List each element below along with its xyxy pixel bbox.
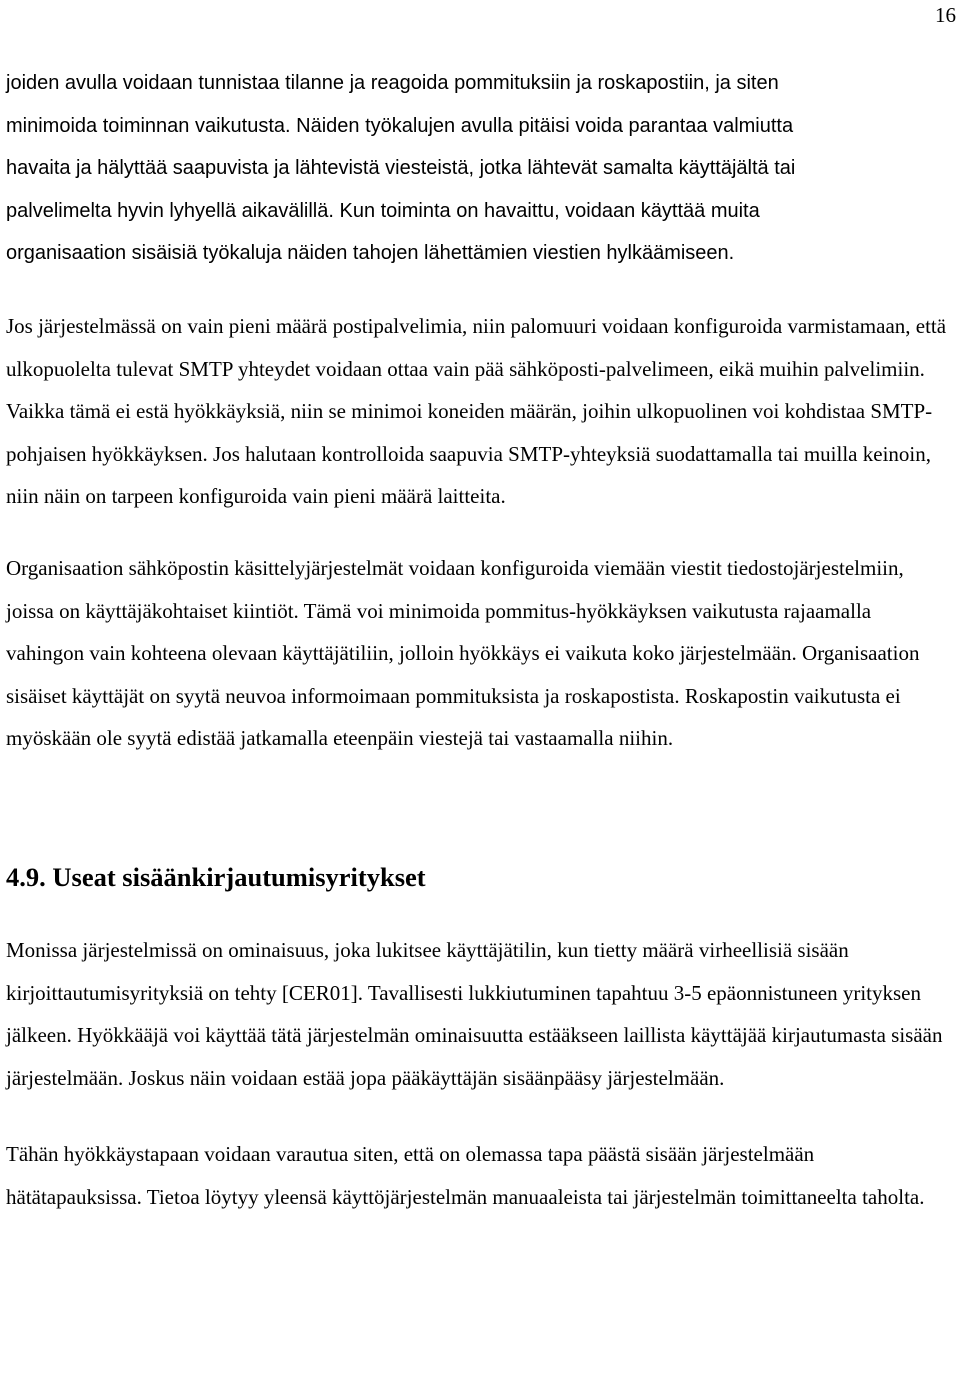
paragraph-emergency-access: Tähän hyökkäystapaan voidaan varautua siten, että on olemassa tapa päästä sisään järjestelmään hätätapauksissa. Tietoa löytyy yleensä käyttöjärjestelmän manuaaleista tai järjestelmän toimittaneelta taholta. bbox=[6, 1142, 925, 1209]
paragraph-1-line-5: organisaation sisäisiä työkaluja näiden tahojen lähettämien viestien hylkäämiseen. bbox=[6, 242, 735, 265]
paragraph-account-lockout: Monissa järjestelmissä on ominaisuus, joka lukitsee käyttäjätilin, kun tietty määrä virheellisiä sisään kirjoittautumisyrityksiä on tehty [CER01]. Tavallisesti lukkiutuminen tapahtuu 3-5 epäonnistuneen yrityksen jälkeen. Hyökkääjä voi käyttää tätä järjestelmän ominaisuutta estääkseen laillista käyttäjää kirjautumasta sisään järjestelmään. Joskus näin voidaan estää jopa pääkäyttäjän sisäänpääsy järjestelmään. bbox=[6, 937, 943, 1090]
section-heading: 4.9. Useat sisäänkirjautumisyritykset bbox=[6, 861, 426, 892]
paragraph-mail-quotas: Organisaation sähköpostin käsittelyjärjestelmät voidaan konfiguroida viemään viestit tiedostojärjestelmiin, joissa on käyttäjäkohtaiset kiintiöt. Tämä voi minimoida pommitus-hyökkäyksen vaikutusta rajaamalla vahingon vain kohteena olevaan käyttäjätiliin, jolloin hyökkäys ei vaikuta koko järjestelmään. Organisaation sisäiset käyttäjät on syytä neuvoa informoimaan pommituksista ja roskapostista. Roskapostin vaikutusta ei myöskään ole syytä edistää jatkamalla eteenpäin viestejä tai vastaamalla niihin. bbox=[6, 555, 920, 751]
paragraph-1-line-2: minimoida toiminnan vaikutusta. Näiden työkalujen avulla pitäisi voida parantaa valmiutta bbox=[6, 114, 794, 137]
page-number: 16 bbox=[935, 3, 956, 27]
paragraph-smtp-firewall: Jos järjestelmässä on vain pieni määrä postipalvelimia, niin palomuuri voidaan konfiguroida varmistamaan, että ulkopuolelta tulevat SMTP yhteydet voidaan ottaa vain pää sähköposti-palvelimeen, eikä muihin palvelimiin. Vaikka tämä ei estä hyökkäyksiä, niin se minimoi koneiden määrän, joihin ulkopuolinen voi kohdistaa SMTP-pohjaisen hyökkäyksen. Jos halutaan kontrolloida saapuvia SMTP-yhteyksiä suodattamalla tai muilla keinoin, niin näin on tarpeen konfiguroida vain pieni määrä laitteita. bbox=[6, 313, 947, 509]
paragraph-1-line-4: palvelimelta hyvin lyhyellä aikavälillä. Kun toiminta on havaittu, voidaan käyttää muita bbox=[6, 199, 760, 222]
document-body bbox=[6, 62, 950, 1218]
paragraph-1-line-1: joiden avulla voidaan tunnistaa tilanne ja reagoida pommituksiin ja roskapostiin, ja siten bbox=[6, 72, 779, 94]
paragraph-1-line-3: havaita ja hälyttää saapuvista ja lähtevistä viesteistä, jotka lähtevät samalta käyttäjältä tai bbox=[6, 157, 796, 180]
